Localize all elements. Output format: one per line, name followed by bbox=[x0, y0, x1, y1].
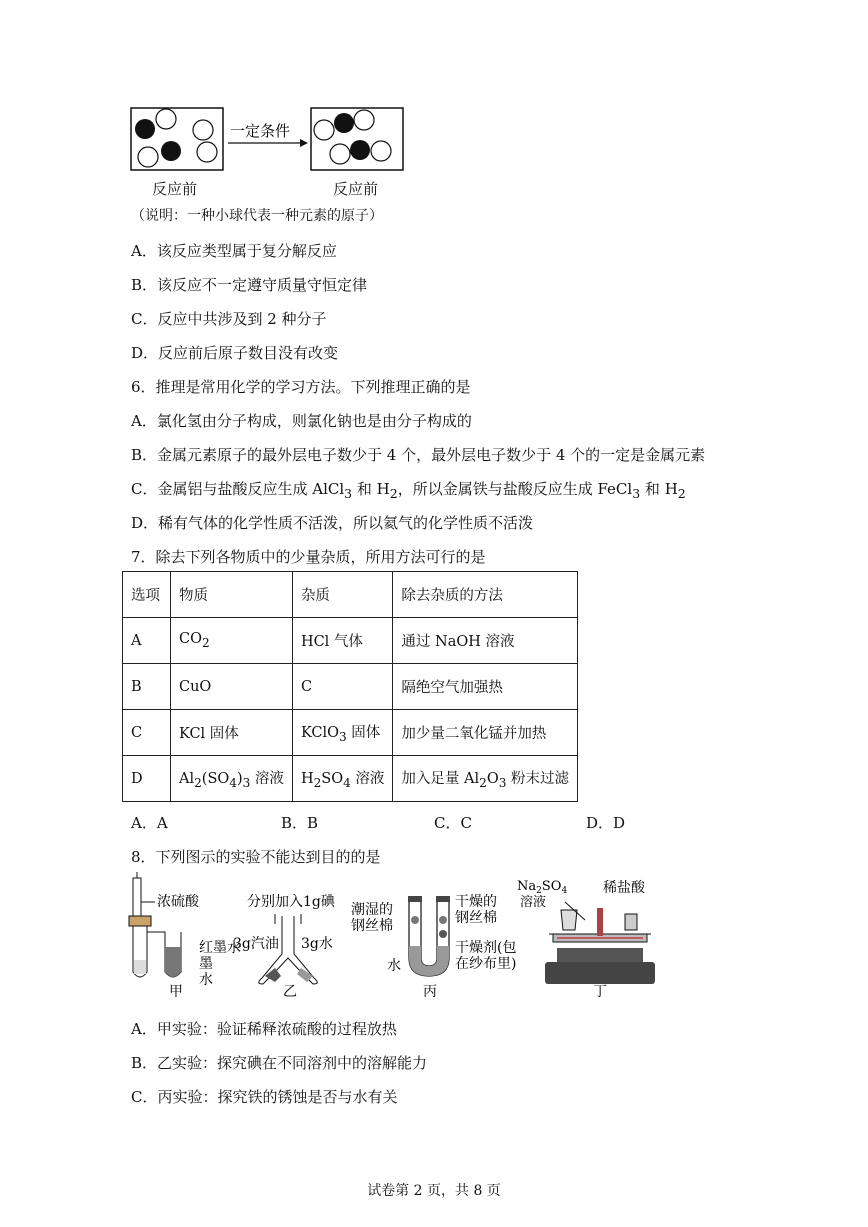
q8-option-c: C．丙实验：探究铁的锈蚀是否与水有关 bbox=[131, 1088, 398, 1106]
q6-option-b: B．金属元素原子的最外层电子数少于 4 个，最外层电子数少于 4 个的一定是金属元素 bbox=[131, 446, 706, 464]
svg-text:钢丝棉: 钢丝棉 bbox=[455, 910, 497, 926]
q8-option-b: B．乙实验：探究碘在不同溶剂中的溶解能力 bbox=[131, 1054, 428, 1072]
svg-text:钢丝棉: 钢丝棉 bbox=[351, 918, 393, 934]
svg-text:3g水: 3g水 bbox=[301, 936, 333, 952]
q8-stem: 8．下列图示的实验不能达到目的的是 bbox=[131, 848, 381, 866]
q7-choice-c: C．C bbox=[434, 814, 472, 832]
q7-choice-d: D．D bbox=[586, 814, 626, 832]
svg-text:干燥剂(包: 干燥剂(包 bbox=[455, 940, 517, 956]
table-row: C KCl 固体 KClO$_3$ 固体 加少量二氧化锰并加热 bbox=[123, 710, 578, 756]
svg-text:分别加入1g碘: 分别加入1g碘 bbox=[247, 894, 335, 910]
diagram-note: （说明：一种小球代表一种元素的原子） bbox=[131, 208, 383, 224]
svg-text:干燥的: 干燥的 bbox=[455, 894, 497, 910]
svg-text:潮湿的: 潮湿的 bbox=[351, 902, 393, 918]
svg-text:丙: 丙 bbox=[423, 984, 437, 1000]
q6-option-a: A．氯化氢由分子构成，则氯化钠也是由分子构成的 bbox=[131, 412, 472, 430]
q5-option-b: B．该反应不一定遵守质量守恒定律 bbox=[131, 276, 368, 294]
svg-text:在纱布里): 在纱布里) bbox=[455, 956, 517, 972]
atom-white bbox=[193, 120, 213, 140]
q7-choice-a: A．A bbox=[131, 814, 168, 832]
table-row: A $CO_2$ HCl 气体 通过 NaOH 溶液 bbox=[123, 618, 578, 664]
svg-text:3g汽油: 3g汽油 bbox=[233, 936, 279, 952]
apparatus-ding bbox=[517, 879, 655, 1000]
right-caption: 反应前 bbox=[333, 180, 379, 198]
apparatus-jia bbox=[129, 872, 241, 1000]
atom-white bbox=[156, 109, 176, 129]
q6-option-c: C．金属铝与盐酸反应生成 AlCl$_3$ 和 $H_2$，所以金属铁与盐酸反应生成 FeCl$_3$ 和 $H_2$ bbox=[131, 480, 686, 501]
atom-white bbox=[138, 147, 158, 167]
svg-text:墨: 墨 bbox=[199, 956, 213, 972]
svg-text:丁: 丁 bbox=[593, 984, 607, 1000]
atom-black bbox=[161, 141, 181, 161]
svg-text:浓硫酸: 浓硫酸 bbox=[157, 894, 199, 910]
table-row: B CuO C 隔绝空气加强热 bbox=[123, 664, 578, 710]
svg-text:水: 水 bbox=[387, 958, 401, 974]
left-caption: 反应前 bbox=[152, 180, 198, 198]
atom-black bbox=[135, 119, 155, 139]
svg-text:甲: 甲 bbox=[169, 984, 183, 1000]
table-header-row: 选项 物质 杂质 除去杂质的方法 bbox=[123, 572, 578, 618]
svg-text:乙: 乙 bbox=[283, 984, 297, 1000]
svg-text:Na2SO4: $Na_2SO_4$ bbox=[517, 879, 568, 896]
q7-table bbox=[122, 571, 578, 802]
q6-option-d: D．稀有气体的化学性质不活泼，所以氦气的化学性质不活泼 bbox=[131, 514, 534, 532]
q5-option-d: D．反应前后原子数目没有改变 bbox=[131, 344, 339, 362]
q5-option-a: A．该反应类型属于复分解反应 bbox=[131, 242, 337, 260]
svg-text:稀盐酸: 稀盐酸 bbox=[603, 880, 645, 896]
table-row: D $Al_2(SO_4)_3$ 溶液 $H_2SO_4$ 溶液 加入足量 $Al_2O_3$ 粉末过滤 bbox=[123, 756, 578, 802]
q7-stem: 7．除去下列各物质中的少量杂质，所用方法可行的是 bbox=[131, 548, 486, 566]
arrow-label: 一定条件 bbox=[230, 122, 291, 140]
q7-choice-b: B．B bbox=[281, 814, 319, 832]
apparatus-bing bbox=[351, 894, 516, 1000]
apparatus-yi bbox=[233, 893, 336, 1000]
q5-option-c: C．反应中共涉及到 2 种分子 bbox=[131, 310, 327, 328]
atom-white bbox=[197, 142, 217, 162]
svg-text:红墨水: 红墨水 bbox=[199, 940, 241, 956]
svg-text:溶液: 溶液 bbox=[520, 895, 547, 910]
q8-apparatus bbox=[125, 872, 695, 1002]
q6-stem: 6．推理是常用化学的学习方法。下列推理正确的是 bbox=[131, 378, 471, 396]
svg-text:水: 水 bbox=[199, 972, 213, 988]
reaction-diagram bbox=[128, 100, 418, 180]
q8-option-a: A．甲实验：验证稀释浓硫酸的过程放热 bbox=[131, 1020, 397, 1038]
page-footer: 试卷第 2 页，共 8 页 bbox=[367, 1183, 501, 1199]
